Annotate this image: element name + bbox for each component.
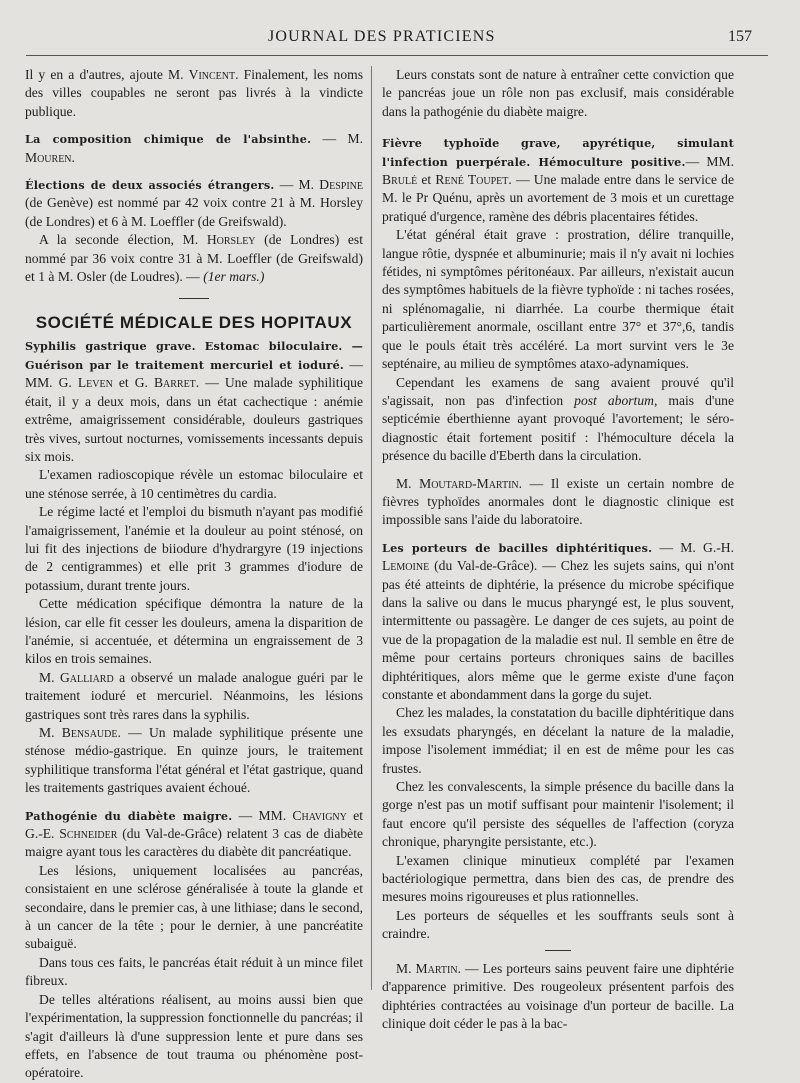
paragraph-second-election: A la seconde élection, M. Horsley (de Londres) est nommé par 36 voix contre 31 à M. Loeffler (de Greifswald) et 1 à M. Osler (de Loudres). — (1er mars.) bbox=[25, 232, 364, 285]
item-heading: La composition chimique de l'absinthe. bbox=[25, 132, 312, 147]
item-elections: Élections de deux associés étrangers. — M. Despine (de Genève) est nommé par 42 voix contre 21 à M. Horsley (de Londres) et 6 à M. Loeffler (de Greifswald). bbox=[25, 177, 363, 229]
paragraph-bensaude: M. Bensaude. — Un malade syphilitique présente une sténose médio-gastrique. En quinze jours, le traitement syphilitique transforma l'état général et l'état gastrique, quand les traitements gastriques avaient échoué. bbox=[25, 725, 363, 796]
header-rule bbox=[26, 55, 768, 56]
paragraph-vincent: Il y en a d'autres, ajoute M. Vincent. Finalement, les noms des villes coupables ne seront pas livrés à la vindicte publique. bbox=[25, 67, 363, 119]
author-name: G. Leven bbox=[58, 375, 113, 391]
author-name: G. Barret bbox=[134, 375, 196, 391]
paragraph-lesions: Les lésions, uniquement localisées au pancréas, consistaient en une sclérose généralisée à toute la glande et secondaire, dans le premier cas, à une lithiase; dans le second, à un cancer de la tête ; pour le dernier, à une pancréatite subaiguë. bbox=[25, 862, 363, 952]
paragraph-malades: Chez les malades, la constatation du bacille diphtéritique dans les exsudats pharyngés, en décelant la nature de la maladie, impose l'isolement immédiat; il en est de même pour les cas frustes. bbox=[382, 705, 734, 776]
author-name: Brulé bbox=[382, 172, 418, 188]
author-name: Galliard bbox=[59, 669, 114, 685]
item-absinthe: La composition chimique de l'absinthe. — M. Mouren. bbox=[25, 131, 363, 165]
paragraph-martin: M. Martin. — Les porteurs sains peuvent faire une diphtérie d'apparence primitive. Des rougeoleux présentent parfois des diphtéries contractées au voisinage d'un porteur de bacille. La clinique doit céder le pas à la bac- bbox=[382, 960, 734, 1031]
paragraph-examen: L'examen clinique minutieux complété par l'examen bactériologique permettra, dans bien des cas, de prendre des mesures moins rigoureuses et plus rationnelles. bbox=[382, 852, 734, 905]
item-pathogenie: Pathogénie du diabète maigre. — MM. Chavigny et G.-E. Schneider (du Val-de-Grâce) relatent 3 cas de diabète maigre ayant tous les caractères du diabète dit pancréatique. bbox=[25, 807, 363, 860]
author-name: Despine bbox=[319, 177, 363, 193]
page-number: 157 bbox=[728, 28, 752, 45]
paragraph-alterations: De telles altérations réalisent, au moins aussi bien que l'expérimentation, la suppression fonctionnelle du pancréas; il s'agit d'ailleurs là d'une suppression lente et pure dans ses effets, en l'absence de tout trauma ou phénomène post-opératoire. bbox=[25, 991, 363, 1081]
paragraph-moutard-martin: M. Moutard-Martin. — Il existe un certain nombre de fièvres typhoïdes anormales dont le diagnostic clinique est impossible sans l'aide du laboratoire. bbox=[382, 475, 734, 528]
paragraph-medication: Cette médication spécifique démontra la nature de la lésion, car elle fit cesser les douleurs, amena la disparition de l'anémie, si accentuée, et détermina un engraissement de 3 kilos en trois semaines. bbox=[25, 596, 363, 667]
paragraph-cependant: Cependant les examens de sang avaient prouvé qu'il s'agissait, non pas d'infection post abortum, mais d'une septicémie éberthienne ayant provoqué l'avortement; le séro-diagnostic était fortement positif : l'hémoculture décela la présence du bacille d'Eberth dans la circulation. bbox=[382, 374, 734, 464]
paragraph-constats: Leurs constats sont de nature à entraîner cette conviction que le pancréas joue un rôle non pas exclusif, mais considérable dans la pathogénie du diabète maigre. bbox=[382, 67, 734, 119]
section-title: SOCIÉTÉ MÉDICALE DES HOPITAUX bbox=[35, 313, 353, 333]
item-syphilis: Syphilis gastrique grave. Estomac biloculaire. — Guérison par le traitement mercuriel et ioduré. — MM. G. Leven et G. Barret. — Une malade syphilitique était, il y a deux mois, dans un état cachectique : anémie extrême, amaigrissement considérable, douleurs gastriques très vives, surtout nocturnes, vomissements incessants depuis six mois. bbox=[25, 339, 363, 464]
item-porteurs-bacilles: Les porteurs de bacilles diphtéritiques. — M. G.-H. Lemoine (du Val-de-Grâce). — Chez les sujets sains, qui n'ont pas été atteints de diphtérie, la présence du microbe spécifique dans la salive ou dans le mucus pharyngé est, le plus souvent, intermittente ou passagère. Le danger de ces sujets, au point de vue de la propagation de la maladie est nul. Il semble en être de même pour certains porteurs chroniques sains de bacilles diphtéritiques, alors même que le germe existe d'une façon constante et abondamment dans la gorge du sujet. bbox=[382, 539, 734, 702]
paragraph-faits: Dans tous ces faits, le pancréas était réduit à un mince filet fibreux. bbox=[25, 954, 363, 989]
author-name: Horsley bbox=[206, 232, 256, 248]
author-name: Martin bbox=[415, 960, 458, 976]
paragraph-porteurs-sequelles: Les porteurs de séquelles et les souffrants seuls sont à craindre. bbox=[382, 907, 734, 942]
author-name: Schneider bbox=[59, 826, 118, 842]
item-heading: Fièvre typhoïde grave, apyrétique, simulant l'infection puerpérale. Hémoculture positive. bbox=[382, 136, 734, 169]
paragraph-radioscopy: L'examen radioscopique révèle un estomac biloculaire et une sténose serrée, à 10 centimètres du cardia. bbox=[25, 467, 363, 501]
right-column bbox=[382, 66, 734, 1033]
item-heading: Pathogénie du diabète maigre. bbox=[25, 808, 233, 823]
paragraph-galliard: M. Galliard a observé un malade analogue guéri par le traitement ioduré et mercuriel. Néanmoins, les lésions gastriques sont très rares dans la syphilis. bbox=[25, 669, 363, 722]
running-header bbox=[0, 28, 800, 50]
paragraph-etat-general: L'état général était grave : prostration, délire tranquille, langue rôtie, dyspnée et albuminurie; mais il n'y avait ni lochies fétides, ni symptômes péritonéaux. Par ailleurs, n'existait aucun des symptômes habituels de la fièvre typhoïde : ni taches rosées, ni splénomagalie, ni diarrhée. La courbe thermique était particulièrement anormale, oscillant entre 37° et 37°,6, tandis que le pouls était très accéléré. La mort survint vers le 3e septénaire, au milieu de symptômes ataxo-adynamiques. bbox=[382, 227, 734, 372]
item-heading: Les porteurs de bacilles diphtéritiques. bbox=[382, 540, 653, 555]
section-rule bbox=[179, 298, 209, 299]
column-divider bbox=[371, 66, 372, 990]
author-name: René Toupet bbox=[435, 172, 509, 188]
author-name: Chavigny bbox=[292, 807, 347, 823]
item-heading: Élections de deux associés étrangers. bbox=[25, 178, 275, 193]
paragraph-convalescents: Chez les convalescents, la simple présence du bacille dans la gorge n'est pas un motif suffisant pour maintenir l'isolement; il faut encore qu'il persiste des séquelles de l'affection (coryza chronique, pharyngite persistante, etc.). bbox=[382, 779, 734, 850]
left-column bbox=[25, 66, 363, 1083]
item-heading: Syphilis gastrique grave. Estomac biloculaire. — Guérison par le traitement mercuriel et ioduré. bbox=[25, 339, 363, 372]
author-name: Mouren bbox=[25, 149, 72, 165]
author-name: Vincent bbox=[188, 67, 236, 82]
author-name: Moutard-Martin bbox=[419, 475, 519, 491]
item-fievre-typhoide: Fièvre typhoïde grave, apyrétique, simulant l'infection puerpérale. Hémoculture positive.— MM. Brulé et René Toupet. — Une malade entre dans le service de M. le Pr Quénu, après un avortement de 3 mois et un curettage pratiqué d'urgence, ramène des débris placentaires fétides. bbox=[382, 136, 735, 224]
author-name: Lemoine bbox=[382, 558, 430, 574]
author-name: Bensaude bbox=[61, 725, 118, 740]
journal-title: JOURNAL DES PRATICIENS bbox=[268, 28, 496, 45]
paragraph-regime: Le régime lacté et l'emploi du bismuth n'ayant pas modifié l'amaigrissement, l'anémie et la douleur au point sténosé, on lui fit des injections de biiodure d'hydrargyre (19 injections de 2 centigrammes) et elle prit 3 grammes d'iodure de potassium, durant trente jours. bbox=[25, 504, 363, 593]
report-date: (1er mars.) bbox=[203, 269, 265, 285]
